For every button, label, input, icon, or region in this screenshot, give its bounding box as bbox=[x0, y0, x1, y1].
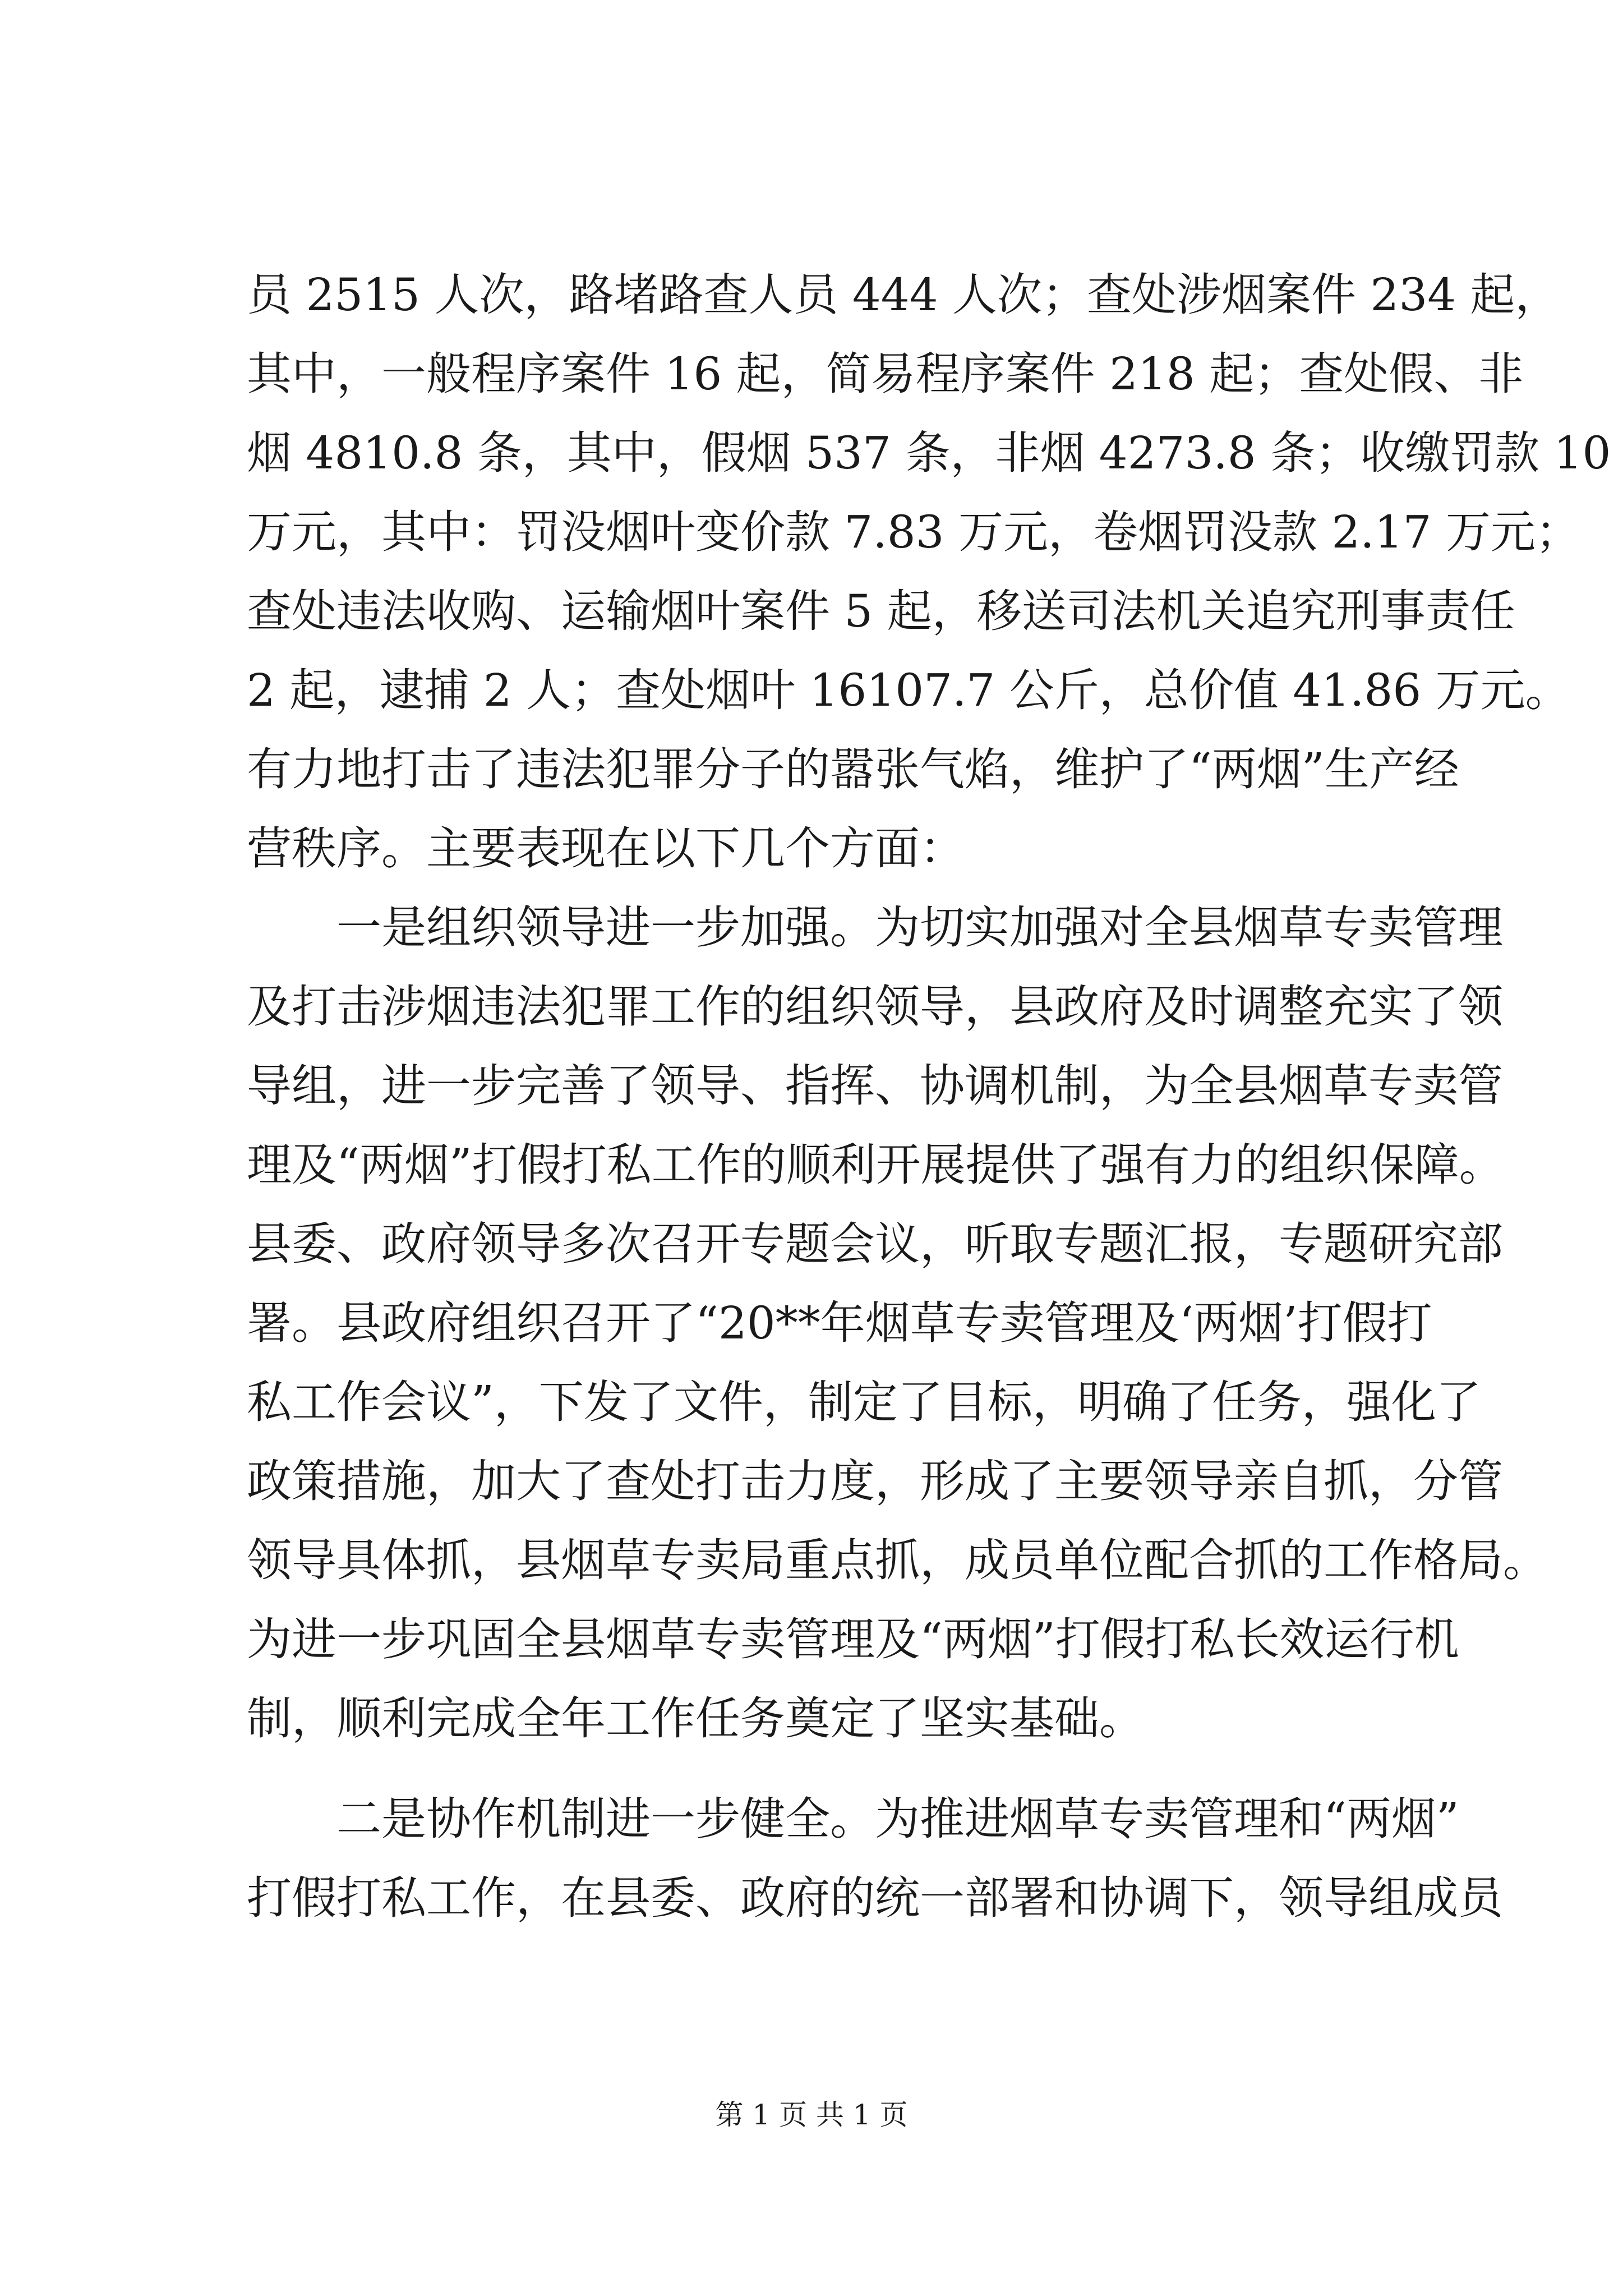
document-body bbox=[247, 255, 1611, 1938]
text-line: 领导具体抓，县烟草专卖局重点抓，成员单位配合抓的工作格局。 bbox=[247, 1534, 1548, 1586]
text-line: 及打击涉烟违法犯罪工作的组织领导，县政府及时调整充实了领 bbox=[247, 981, 1503, 1033]
text-line: 烟 4810.8 条，其中，假烟 537 条，非烟 4273.8 条；收缴罚款 10 bbox=[247, 427, 1611, 479]
text-line: 制，顺利完成全年工作任务奠定了坚实基础。 bbox=[247, 1692, 1144, 1745]
page-footer: 第 1 页 共 1 页 bbox=[715, 2099, 908, 2131]
text-line: 一是组织领导进一步加强。为切实加强对全县烟草专卖管理 bbox=[247, 901, 1503, 954]
text-line: 县委、政府领导多次召开专题会议，听取专题汇报，专题研究部 bbox=[247, 1218, 1503, 1270]
text-line: 其中，一般程序案件 16 起，简易程序案件 218 起；查处假、非 bbox=[247, 348, 1524, 400]
text-line: 万元，其中：罚没烟叶变价款 7.83 万元，卷烟罚没款 2.17 万元； bbox=[247, 506, 1580, 558]
paragraph bbox=[247, 255, 1611, 888]
text-line: 理及“两烟”打假打私工作的顺利开展提供了强有力的组织保障。 bbox=[247, 1139, 1504, 1191]
text-line: 署。县政府组织召开了“20**年烟草专卖管理及‘两烟’打假打 bbox=[247, 1297, 1432, 1349]
paragraph bbox=[247, 1779, 1503, 1938]
text-line: 为进一步巩固全县烟草专卖管理及“两烟”打假打私长效运行机 bbox=[247, 1613, 1459, 1665]
text-line: 员 2515 人次，路堵路查人员 444 人次；查处涉烟案件 234 起， bbox=[247, 269, 1560, 321]
text-line: 私工作会议”，下发了文件，制定了目标，明确了任务，强化了 bbox=[247, 1376, 1481, 1428]
text-line: 二是协作机制进一步健全。为推进烟草专卖管理和“两烟” bbox=[247, 1793, 1459, 1845]
text-line: 打假打私工作，在县委、政府的统一部署和协调下，领导组成员 bbox=[247, 1872, 1503, 1924]
text-line: 政策措施，加大了查处打击力度，形成了主要领导亲自抓，分管 bbox=[247, 1455, 1503, 1507]
text-line: 2 起，逮捕 2 人；查处烟叶 16107.7 公斤，总价值 41.86 万元。 bbox=[247, 664, 1570, 716]
text-line: 导组，进一步完善了领导、指挥、协调机制，为全县烟草专卖管 bbox=[247, 1060, 1503, 1112]
text-line: 营秩序。主要表现在以下几个方面： bbox=[247, 822, 965, 875]
paragraph bbox=[247, 888, 1548, 1758]
text-line: 查处违法收购、运输烟叶案件 5 起，移送司法机关追究刑事责任 bbox=[247, 585, 1515, 637]
text-line: 有力地打击了违法犯罪分子的嚣张气焰，维护了“两烟”生产经 bbox=[247, 743, 1459, 795]
paragraph-spacing bbox=[247, 1758, 1424, 1779]
